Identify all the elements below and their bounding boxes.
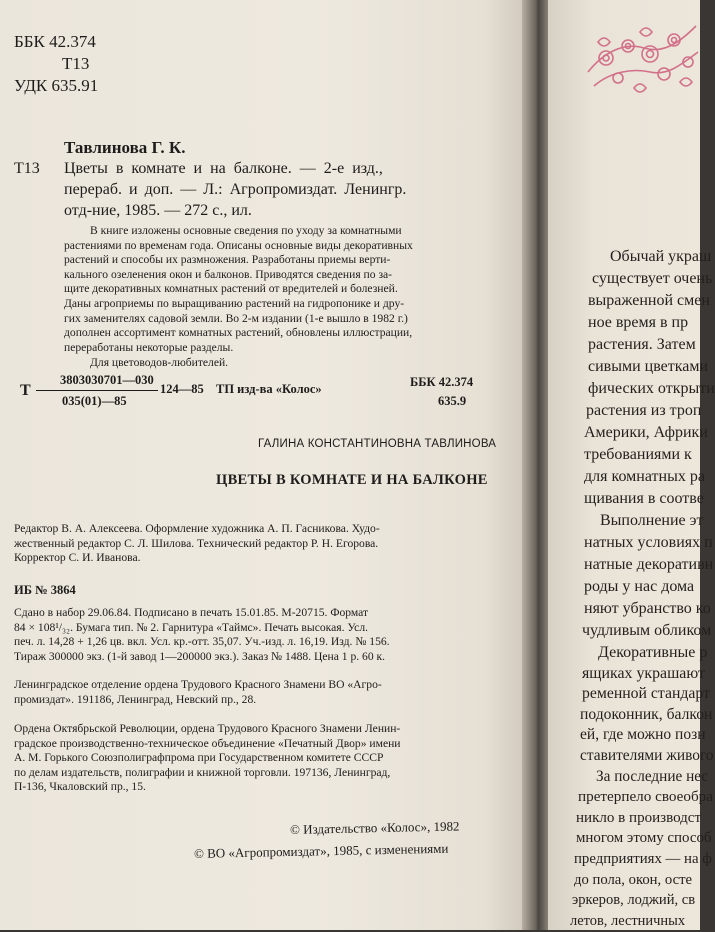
copyright-agropromizdat: © ВО «Агропромиздат», 1985, с изменениями [193,840,449,861]
print-info-line: Тираж 300000 экз. (1-й завод 1—200000 экз.). Заказ № 1488. Цена 1 р. 60 к. [14,649,386,663]
right-page-line: многом этому способ [576,830,712,847]
right-page-line: ное время в пр [588,314,689,331]
print-info-line: печ. л. 14,28 + 1,26 цв. вкл. Усл. кр.-отт. 35,07. Уч.-изд. л. 16,19. Изд. № 156. [14,635,390,649]
annotation-line: переработаны некоторые разделы. [64,340,234,354]
bibliography-line-2: перераб. и доп. — Л.: Агропромиздат. Ленингр. [64,181,407,198]
right-page-line: ящиках украшают [582,664,705,682]
right-page-line: ременной стандарт [582,685,710,703]
formula-publisher: ТП изд-ва «Колос» [216,382,322,396]
credits-line: Редактор В. А. Алексеева. Оформление художника А. П. Гасникова. Худо- [14,522,380,535]
right-page-line: растения. Затем [588,336,696,353]
annotation-line: растениями по временам года. Описаны основные виды декоративных [64,238,413,252]
formula-plan: 124—85 [160,382,204,396]
right-page-line: эркеров, лоджий, св [572,892,696,909]
bibliography-line-3: отд-ние, 1985. — 272 с., ил. [64,202,252,219]
print-info-line: 84 × 108¹/₃₂. Бумага тип. № 2. Гарнитура «Таймс». Печать высокая. Усл. [14,620,369,634]
author-mark: Т13 [62,54,90,73]
annotation-audience: Для цветоводов-любителей. [90,356,229,369]
right-page-line: роды у нас дома [584,578,695,595]
bbk-code: ББК 42.374 [14,32,96,51]
right-page-line: Обычай украш [610,248,712,265]
formula-fraction-bar [36,390,158,391]
right-page-line: Америки, Африки [584,424,708,441]
right-page-line: Выполнение эт [600,512,704,529]
annotation-line: дополнен ассортимент комнатных растений, обновлены иллюстрации, [64,326,413,340]
annotation-line: гих заменителях садовой земли. Во 2-м издании (1-е вышло в 1982 г.) [64,311,408,325]
formula-bbk-2: 635.9 [438,394,467,408]
udk-code: УДК 635.91 [14,76,99,95]
right-page-line: существует очень [592,270,713,287]
right-page-line: натных условиях п [584,534,713,551]
floral-ornament-icon [584,12,700,100]
formula-letter: Т [20,382,31,399]
right-page-line: За последние нес [596,767,709,785]
right-page-line: требованиями к [584,446,692,463]
right-page-line: няют убранство ко [584,600,711,617]
annotation-line: Даны агроприемы по выращиванию растений на гидропонике и дру- [64,297,405,310]
printer-info-line: Ордена Октябрьской Революции, ордена Трудового Красного Знамени Ленин- [14,722,401,735]
right-page-line: никло в производст [576,809,702,826]
right-page-line: подоконник, балкон [580,705,713,723]
right-page [548,0,715,930]
annotation-line: растений и способы их размножения. Разработаны приемы верти- [64,253,391,267]
right-page-line: ей, где можно позн [580,726,706,744]
right-page-line: ставителями живого [580,747,714,764]
printer-info-line: П-136, Чкаловский пр., 15. [14,780,146,794]
credits-line: Корректор С. И. Иванова. [14,551,141,565]
right-page-line: чудливым обликом [582,622,712,639]
bibliography-line-1: Цветы в комнате и на балконе. — 2-е изд., [64,160,383,177]
annotation-line: щите декоративных комнатных растений от вредителей и болезней. [64,282,398,296]
annotation-line: кального озеленения окон и балконов. Приводятся сведения по за- [64,267,393,281]
right-page-line: до пола, окон, осте [574,871,693,888]
publisher-info-line: промиздат». 191186, Ленинград, Невский пр., 28. [14,692,257,706]
bibliography-marker: Т13 [14,160,40,177]
right-page-line: растения из троп [586,402,702,419]
right-page-line: фических открыти [588,380,715,397]
formula-numerator: 3803030701—030 [60,373,154,387]
copyright-kolos: © Издательство «Колос», 1982 [289,818,460,837]
printer-info-line: А. М. Горького Союзполиграфпрома при Государственном комитете СССР [14,751,384,765]
bibliography-author: Тавлинова Г. К. [64,138,186,157]
right-page-line: выраженной смен [588,292,710,309]
ib-number: ИБ № 3864 [14,583,76,597]
right-page-line: Декоративные р [598,644,708,661]
book-title: ЦВЕТЫ В КОМНАТЕ И НА БАЛКОНЕ [216,472,488,488]
formula-bbk: ББК 42.374 [410,375,474,389]
right-page-line: претерпело своеобра [578,788,713,806]
right-page-line: щивания в соотве [584,490,704,507]
right-page-line: летов, лестничных [570,912,686,929]
right-page-line: для комнатных ра [584,468,705,485]
right-page-line: натные декоративн [584,556,714,573]
author-full-name: ГАЛИНА КОНСТАНТИНОВНА ТАВЛИНОВА [258,438,497,450]
printer-info-line: по делам издательств, полиграфии и книжной торговли. 197136, Ленинград, [14,765,391,779]
credits-line: жественный редактор С. Л. Шилова. Технический редактор Р. Н. Егорова. [14,536,379,550]
right-page-line: предприятиях — на ф [574,851,712,867]
annotation-line: В книге изложены основные сведения по уходу за комнатными [90,224,402,237]
formula-denominator: 035(01)—85 [62,394,127,408]
print-info-line: Сдано в набор 29.06.84. Подписано в печать 15.01.85. М-20715. Формат [14,606,369,619]
right-page-line: сивыми цветками [588,358,709,375]
printer-info-line: градское производственно-техническое объединение «Печатный Двор» имени [14,736,401,750]
publisher-info-line: Ленинградское отделение ордена Трудового Красного Знамени ВО «Агро- [14,678,382,691]
